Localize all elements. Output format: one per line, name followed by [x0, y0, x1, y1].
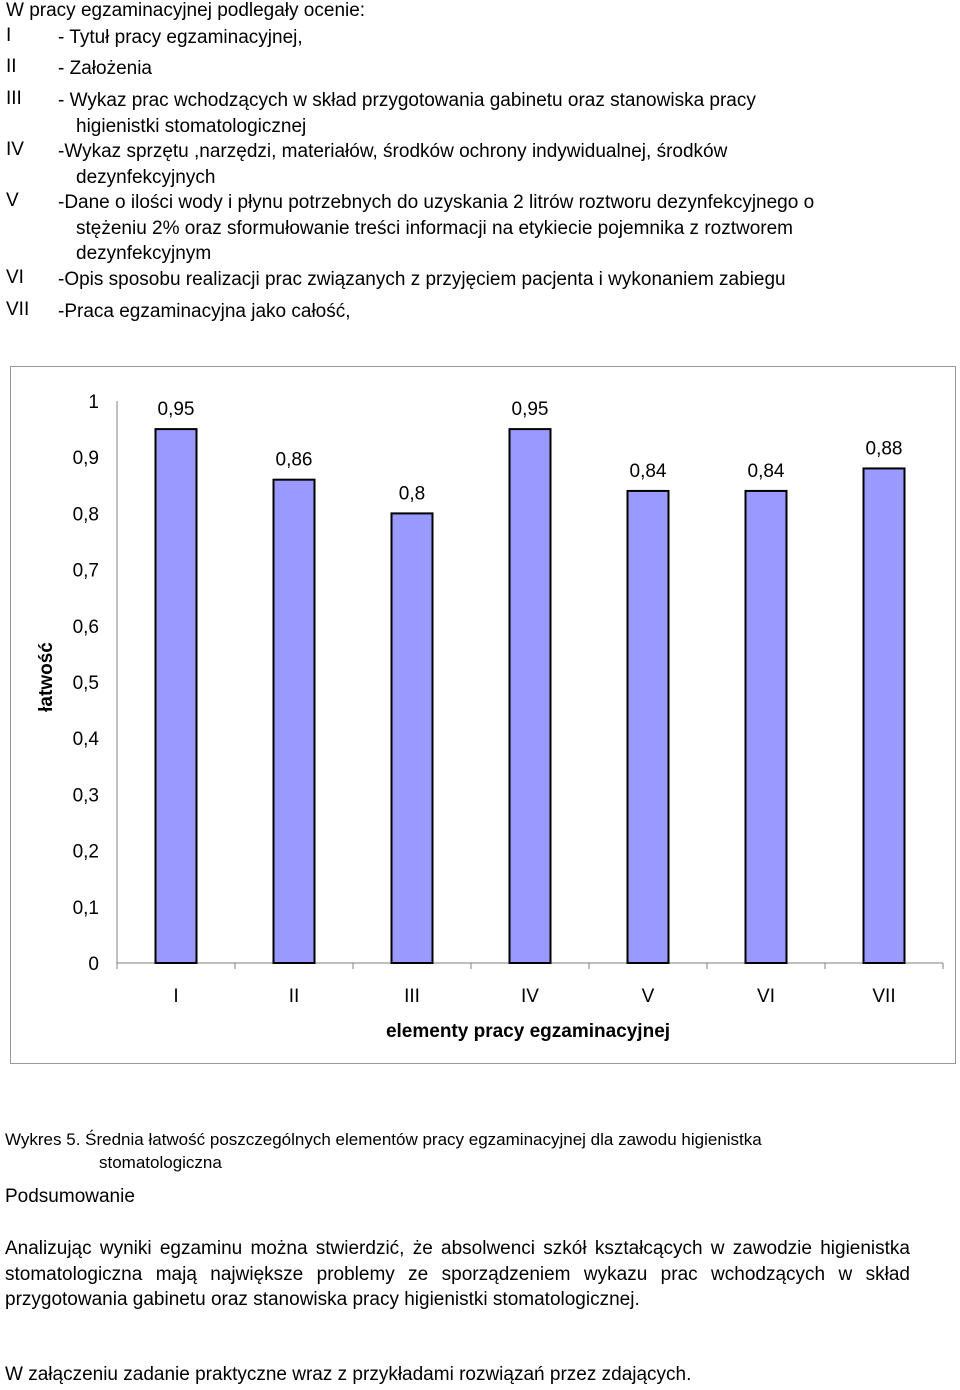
caption-line: stomatologiczna	[99, 1153, 222, 1172]
bars	[156, 399, 905, 963]
caption-line: Wykres 5. Średnia łatwość poszczególnych elementów pracy egzaminacyjnej dla zawodu higienistka	[5, 1130, 762, 1149]
data-label: 0,95	[511, 399, 549, 421]
x-tick-label: II	[288, 986, 300, 1007]
chart-frame	[10, 366, 956, 1064]
item-text: - Wykaz prac wchodzących w skład przygotowania gabinetu oraz stanowiska pracy	[58, 90, 756, 111]
item-number: IV	[6, 139, 24, 160]
item-text-block	[58, 190, 948, 267]
item-number: V	[6, 190, 19, 211]
item-number: VII	[6, 299, 30, 320]
y-tick-label: 0,9	[72, 448, 99, 470]
item-text: - Tytuł pracy egzaminacyjnej,	[58, 27, 303, 48]
item-text: -Praca egzaminacyjna jako całość,	[58, 301, 351, 322]
summary-paragraph: Analizując wyniki egzaminu można stwierdzić, że absolwenci szkół kształcących w zawodzie higienistka stomatologiczna mają największe problemy ze sporządzeniem wykazu prac wchodzących w skład przygotowania gabinetu oraz stanowiska pracy higienistki stomatologicznej.	[5, 1238, 910, 1310]
item-text: -Dane o ilości wody i płynu potrzebnych do uzyskania 2 litrów roztworu dezynfekcyjnego o	[58, 192, 815, 213]
intro-text: W pracy egzaminacyjnej podlegały ocenie:	[6, 0, 366, 21]
y-tick-label: 0,2	[72, 841, 99, 863]
y-axis-label: łatwość	[36, 642, 57, 712]
data-label: 0,84	[747, 460, 785, 482]
y-tick-label: 0,3	[72, 785, 99, 807]
bar	[392, 513, 433, 963]
item-text-block	[58, 88, 948, 139]
item-text: - Założenia	[58, 58, 152, 79]
bar	[628, 491, 669, 963]
bar	[864, 468, 905, 963]
closing-sentence: W załączeniu zadanie praktyczne wraz z przykładami rozwiązań przez zdających.	[5, 1364, 692, 1385]
item-number: I	[6, 25, 12, 46]
item-text-continuation: dezynfekcyjnym	[76, 243, 212, 264]
x-tick-label: V	[641, 986, 655, 1007]
y-tick-label: 0	[88, 954, 99, 975]
y-tick-label: 0,1	[72, 897, 99, 919]
item-number: III	[6, 88, 22, 109]
y-tick-label: 0,5	[72, 673, 99, 694]
section-heading: Podsumowanie	[5, 1186, 135, 1207]
y-tick-label: 0,6	[72, 616, 99, 638]
data-label: 0,95	[157, 399, 195, 421]
y-tick-label: 0,4	[72, 729, 99, 751]
item-text-continuation: dezynfekcyjnych	[76, 166, 216, 188]
item-text-block	[58, 139, 948, 190]
item-number: VI	[6, 267, 24, 288]
x-tick-label: I	[173, 986, 179, 1007]
figure-caption	[5, 1128, 955, 1174]
bar	[746, 491, 787, 963]
item-text: -Wykaz sprzętu ,narzędzi, materiałów, środków ochrony indywidualnej, środków	[58, 141, 728, 162]
x-ticks	[117, 963, 943, 1007]
item-text-continuation: higienistki stomatologicznej	[76, 115, 307, 137]
x-axis-label: elementy pracy egzaminacyjnej	[385, 1021, 671, 1042]
item-text: -Opis sposobu realizacji prac związanych z przyjęciem pacjenta i wykonaniem zabiegu	[58, 269, 786, 290]
bar-chart	[11, 367, 955, 1063]
x-tick-label: VI	[757, 986, 775, 1007]
data-label: 0,86	[275, 449, 313, 471]
data-label: 0,84	[629, 460, 667, 482]
x-tick-label: IV	[521, 986, 539, 1007]
data-label: 0,88	[865, 438, 903, 460]
bar	[156, 429, 197, 963]
x-tick-label: VII	[872, 986, 896, 1007]
data-label: 0,8	[398, 483, 426, 505]
item-number: II	[6, 56, 17, 77]
x-tick-label: III	[404, 986, 420, 1007]
y-tick-label: 1	[88, 392, 99, 413]
bar	[510, 429, 551, 963]
item-text-continuation: stężeniu 2% oraz sformułowanie treści informacji na etykiecie pojemnika z roztworem	[76, 217, 794, 239]
bar	[274, 480, 315, 963]
y-tick-label: 0,8	[72, 504, 99, 526]
y-ticks	[73, 392, 100, 975]
y-tick-label: 0,7	[72, 560, 99, 582]
